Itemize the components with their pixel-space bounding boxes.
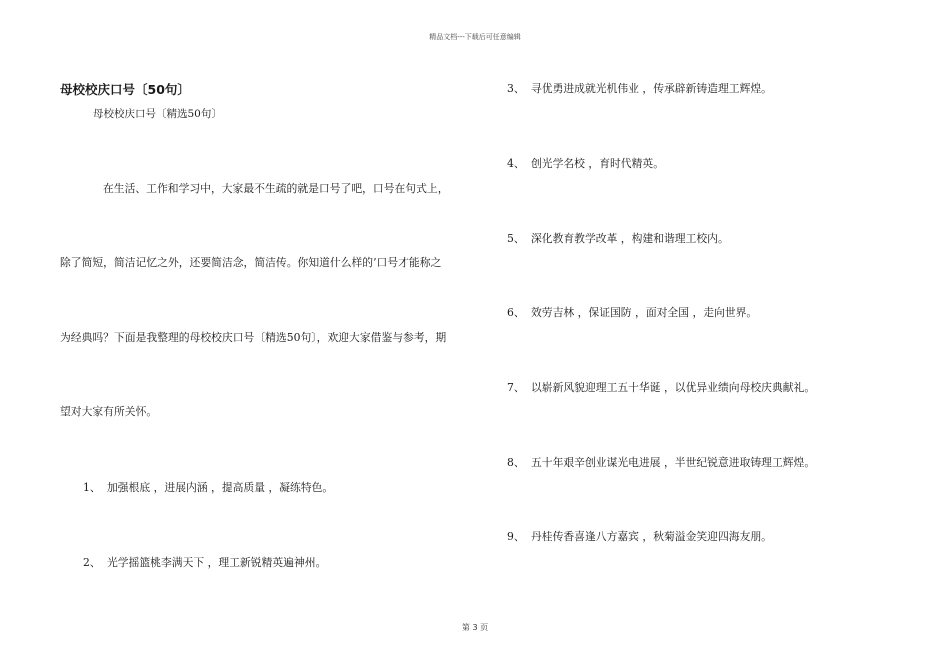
list-item-number: 6、 [507, 306, 525, 319]
list-item-text: 效劳吉林 ，保证国防 ，面对全国 ，走向世界。 [531, 306, 758, 319]
list-item [83, 555, 326, 570]
list-item-number: 2、 [83, 556, 101, 569]
list-item-number: 8、 [507, 456, 525, 469]
list-item [507, 81, 772, 96]
list-item-text: 创光学名校 ，育时代精英。 [531, 157, 664, 170]
document-subtitle: 母校校庆口号〔精选50句〕 [93, 108, 222, 120]
intro-line: 望对大家有所关怀。 [60, 405, 158, 418]
list-item-text: 加强根底 ，进展内涵 ，提高质量 ，凝练特色。 [107, 481, 334, 494]
list-item [507, 231, 729, 246]
list-item-number: 1、 [83, 481, 101, 494]
list-item [507, 156, 664, 171]
list-item [507, 455, 815, 470]
page-header: 精品文档---下载后可任意编辑 [429, 33, 521, 41]
document-title: 母校校庆口号〔50句〕 [60, 82, 190, 97]
list-item-number: 3、 [507, 82, 525, 95]
list-item-text: 寻优勇进成就光机伟业 ，传承辟新铸造理工辉煌。 [531, 82, 772, 95]
list-item-text: 以崭新风貌迎理工五十华诞 ，以优异业绩向母校庆典献礼。 [531, 381, 816, 394]
intro-line: 除了简短，简洁记忆之外，还要简洁念，简洁传。你知道什么样的’口号才能称之 [60, 256, 442, 269]
list-item-text: 深化教育教学改革 ，构建和谐理工校内。 [531, 232, 729, 245]
intro-line: 为经典吗？下面是我整理的母校校庆口号〔精选50句〕，欢迎大家借鉴与参考，期 [60, 331, 447, 344]
list-item [507, 529, 772, 544]
intro-line: 在生活、工作和学习中，大家最不生疏的就是口号了吧，口号在句式上， [103, 182, 449, 195]
list-item-number: 9、 [507, 530, 525, 543]
list-item-text: 光学摇篮桃李满天下 ，理工新锐精英遍神州。 [107, 556, 327, 569]
list-item-number: 7、 [507, 381, 525, 394]
list-item [83, 480, 333, 495]
list-item-number: 5、 [507, 232, 525, 245]
list-item-number: 4、 [507, 157, 525, 170]
list-item-text: 五十年艰辛创业谋光电进展 ，半世纪锐意进取铸理工辉煌。 [531, 456, 816, 469]
list-item [507, 380, 815, 395]
page-footer: 第 3 页 [461, 623, 489, 632]
list-item-text: 丹桂传香喜逢八方嘉宾 ，秋菊溢金笑迎四海友朋。 [531, 530, 772, 543]
list-item [507, 305, 757, 320]
